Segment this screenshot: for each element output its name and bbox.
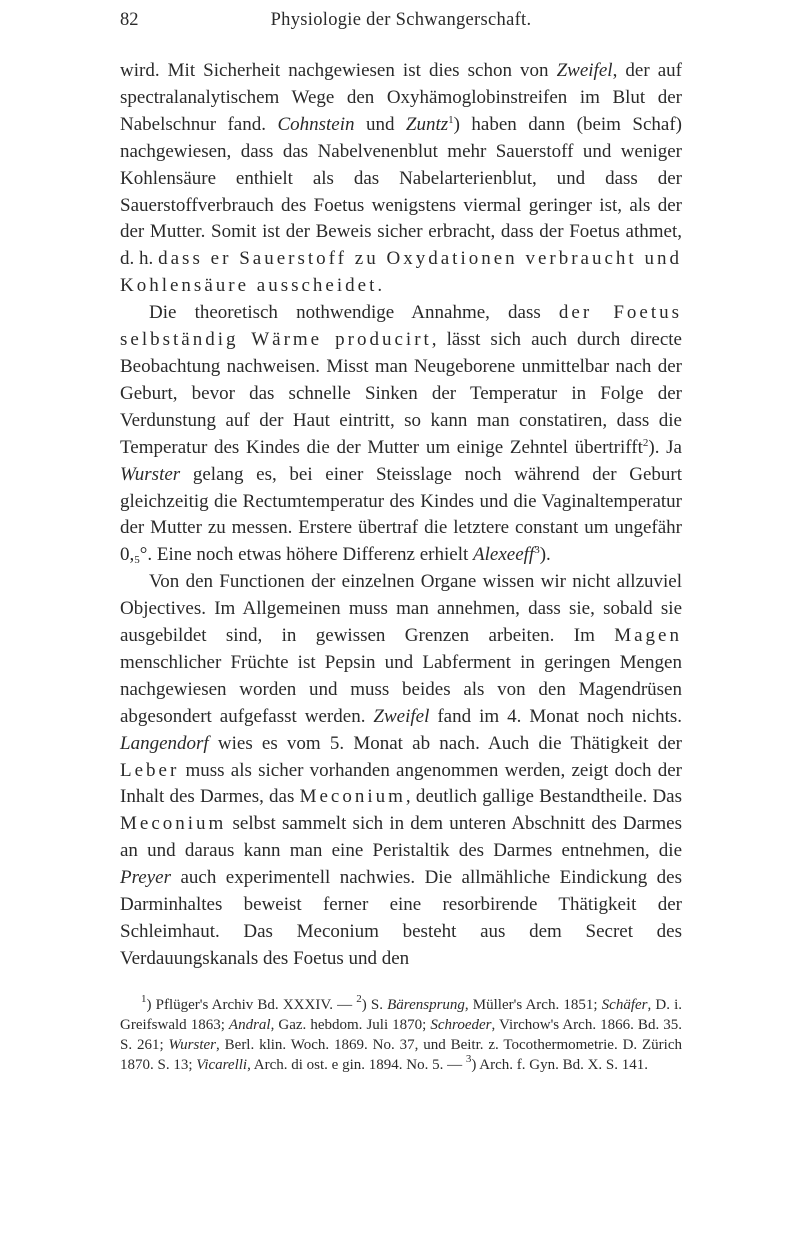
text-run: Die theoretisch nothwendige Annahme, dass	[149, 302, 559, 324]
text-run: gelang es, bei einer Steisslage noch während der Geburt gleichzeitig die Rectumtemperatur des Kindes und die Vaginaltemperatur der Mutter zu messen. Erstere übertraf die letztere constant um ungefähr 0,	[120, 463, 682, 566]
emphasis: Leber	[120, 759, 180, 781]
emphasis: Magen	[614, 625, 682, 647]
author-name: Vicarelli	[196, 1057, 248, 1074]
footnote-ref: 3	[534, 544, 540, 557]
subscript: 5	[134, 554, 140, 567]
author-name: Wurster	[120, 463, 181, 485]
paragraph-3	[120, 569, 682, 973]
text-run: muss als sicher vorhanden angenommen werden, zeigt doch der Inhalt des Darmes, das	[120, 759, 682, 808]
text-run: Von den Functionen der einzelnen Organe wissen wir nicht allzuviel Objectives. Im Allgemeinen muss man annehmen, dass sie, sobald sie ausgebildet sind, in gewissen Grenzen arbeiten. Im	[120, 571, 682, 647]
author-name: Bärensprung	[387, 996, 465, 1013]
text-run: und	[354, 113, 406, 135]
footnote-separator	[120, 973, 682, 995]
text-run: ) Arch. f. Gyn. Bd. X. S. 141.	[471, 1057, 649, 1074]
author-name: Zweifel	[556, 60, 613, 81]
text-run: wird. Mit Sicherheit nachgewiesen ist dies schon von	[120, 60, 557, 81]
author-name: Langendorf	[120, 732, 209, 754]
author-name: Zweifel	[373, 705, 430, 727]
author-name: Schäfer	[601, 996, 648, 1013]
paragraph-1	[120, 58, 682, 300]
footnote-marker: 2	[356, 992, 362, 1005]
author-name: Wurster	[168, 1037, 217, 1054]
footnote-ref: 1	[448, 113, 454, 126]
text-run: .	[377, 275, 383, 297]
text-run: ) haben dann (beim Schaf) nachgewiesen, dass das Nabelvenenblut mehr Sauerstoff und weniger Kohlensäure enthielt als das Nabelarterienblut, und dass der Sauerstoffverbrauch des Foetus wenigstens viermal geringer ist, als der der Mutter. Somit ist der Beweis sicher erbracht, dass der Foetus athmet, d. h.	[120, 113, 682, 270]
page-header	[120, 0, 682, 58]
emphasis: dass er Sauerstoff zu Oxydationen verbraucht und Kohlensäure ausscheidet	[120, 248, 683, 297]
text-run: menschlicher Früchte ist Pepsin und Labferment in geringen Mengen nachgewiesen worden und muss beides als von den Magendrüsen abgesondert aufgefasst werden.	[120, 651, 682, 727]
text-run: ). Ja	[648, 436, 682, 458]
text-run: ) S.	[361, 996, 388, 1013]
text-run: ) Pflüger's Archiv Bd. XXXIV. —	[146, 996, 357, 1013]
author-name: Cohnstein	[277, 113, 355, 135]
footnote-ref: 2	[642, 436, 649, 449]
text-run: selbst sammelt sich in dem unteren Abschnitt des Darmes an und daraus kann man eine Peristaltik des Darmes entnehmen, die	[120, 813, 682, 862]
page	[120, 0, 682, 1076]
emphasis: der Foetus selbständig Wärme producirt	[120, 302, 682, 351]
text-run: , Müller's Arch. 1851;	[464, 996, 602, 1013]
body-text	[120, 58, 682, 973]
emphasis: Meconium	[299, 786, 406, 808]
footnotes	[120, 992, 683, 1076]
page-number: 82	[120, 10, 139, 30]
running-title: Physiologie der Schwangerschaft.	[270, 10, 532, 30]
text-run: ).	[539, 544, 551, 566]
emphasis: Meconium	[120, 813, 227, 835]
text-run: , Berl. klin. Woch. 1869. No. 37, und Beitr. z. Tocothermometrie. D. Zürich 1870. S. 13;	[120, 1037, 683, 1074]
author-name: Schroeder	[430, 1017, 492, 1034]
text-run: , Arch. di ost. e gin. 1894. No. 5. —	[247, 1057, 466, 1074]
author-name: Alexeeff	[473, 544, 535, 566]
footnote-marker: 1	[141, 992, 147, 1005]
author-name: Andral	[228, 1017, 271, 1034]
footnote-marker: 3	[465, 1053, 472, 1066]
text-run: , deutlich gallige Bestandtheile. Das	[405, 786, 683, 808]
text-run: , lässt sich auch durch directe Beobachtung nachweisen. Misst man Neugeborene unmittelbar nach der Geburt, bevor das schnelle Sinken der Temperatur in Folge der Verdunstung auf der Haut eintritt, so kann man constatiren, dass die Temperatur des Kindes die der Mutter um einige Zehntel übertrifft	[120, 329, 682, 458]
footnote-block	[120, 992, 683, 1076]
author-name: Zuntz	[405, 113, 449, 135]
author-name: Preyer	[120, 867, 171, 889]
text-run: , Gaz. hebdom. Juli 1870;	[270, 1017, 431, 1034]
paragraph-2	[120, 300, 682, 569]
text-run: , der auf spectralanalytischem Wege den Oxyhämoglobinstreifen im Blut der Nabelschnur fand.	[120, 60, 682, 135]
text-run: , Virchow's Arch. 1866. Bd. 35. S. 261;	[120, 1017, 682, 1054]
text-run: , D. i. Greifswald 1863;	[120, 996, 683, 1034]
text-run: auch experimentell nachwies. Die allmähliche Eindickung des Darminhaltes beweist ferner eine resorbirende Thätigkeit der Schleimhaut. Das Meconium besteht aus dem Secret des Verdauungskanals des Foetus und den	[120, 867, 682, 969]
text-run: °. Eine noch etwas höhere Differenz erhielt	[139, 544, 474, 566]
text-run: wies es vom 5. Monat ab nach. Auch die Thätigkeit der	[208, 732, 682, 754]
text-run: fand im 4. Monat noch nichts.	[429, 705, 682, 727]
